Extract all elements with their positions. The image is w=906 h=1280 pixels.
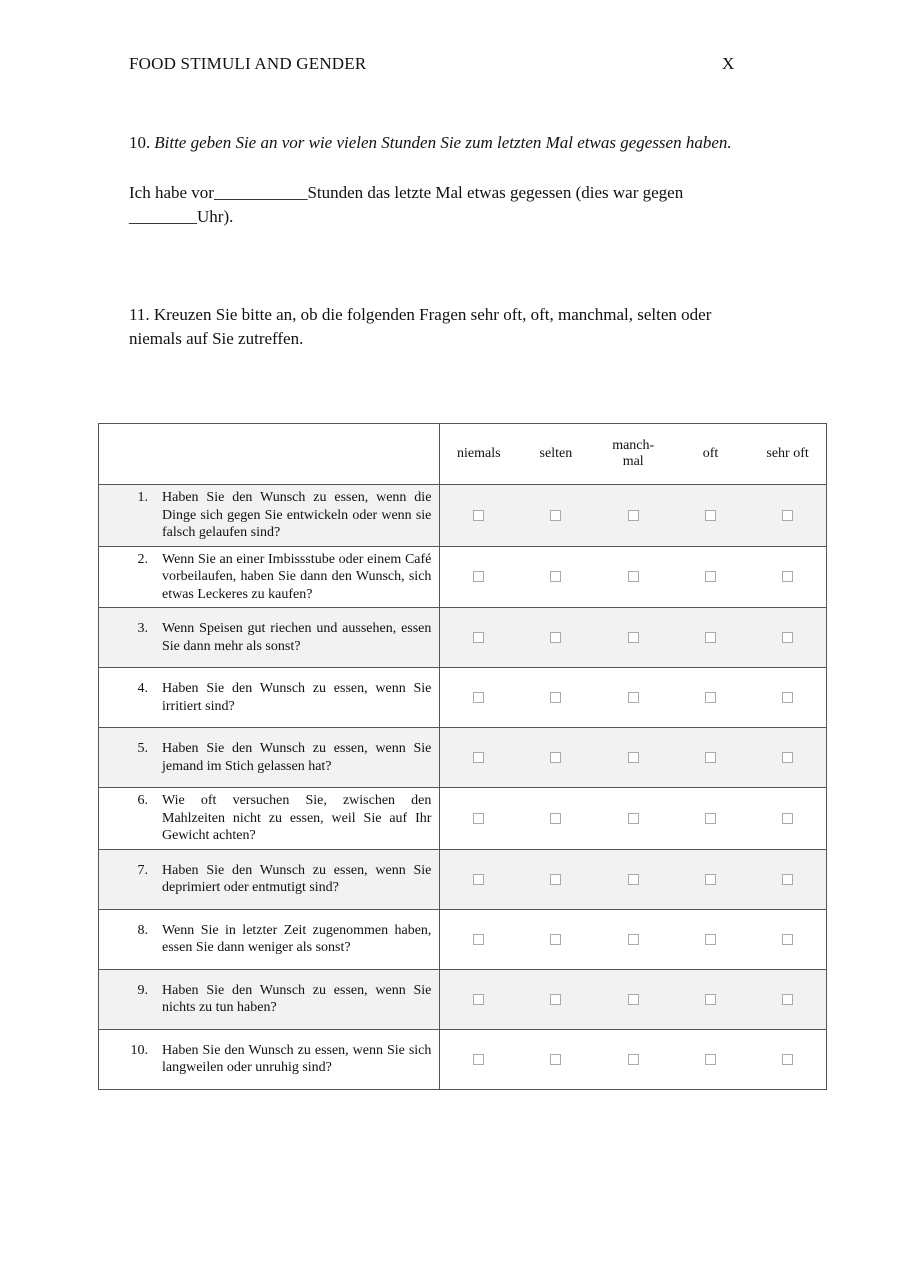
option-cell-oft [672,788,749,850]
item-number: 7. [137,862,148,878]
item-number: 10. [130,1042,148,1058]
option-cell-niemals [440,788,517,850]
checkbox-niemals[interactable] [473,934,484,945]
checkbox-niemals[interactable] [473,994,484,1005]
checkbox-selten[interactable] [550,1054,561,1065]
option-cell-sehr-oft [749,849,826,909]
checkbox-manchmal[interactable] [628,874,639,885]
option-cell-selten [517,788,594,850]
checkbox-oft[interactable] [705,934,716,945]
header-option-manchmal-line-1: manch- [612,438,655,453]
header-option-niemals: niemals [440,424,517,485]
header-option-sehr-oft: sehr oft [749,424,826,485]
table-row [99,849,827,909]
item-question-cell [99,788,440,850]
option-cell-oft [672,969,749,1029]
option-cell-selten [517,608,594,668]
option-cell-manchmal [595,485,672,547]
item-question [99,736,439,779]
item-question-cell [99,485,440,547]
item-number: 2. [137,551,148,567]
header-option-selten: selten [517,424,594,485]
checkbox-selten[interactable] [550,874,561,885]
item-question-cell [99,546,440,608]
checkbox-niemals[interactable] [473,813,484,824]
item-number: 1. [137,490,148,505]
item-text: Haben Sie den Wunsch zu essen, wenn Sie jemand im Stich gelassen hat? [162,741,432,774]
checkbox-manchmal[interactable] [628,813,639,824]
checkbox-selten[interactable] [550,752,561,763]
question-11-line-1: 11. Kreuzen Sie bitte an, ob die folgenden Fragen sehr oft, oft, manchmal, selten oder [129,305,712,324]
option-cell-niemals [440,546,517,608]
option-cell-sehr-oft [749,485,826,547]
item-question-cell [99,728,440,788]
checkbox-oft[interactable] [705,994,716,1005]
item-question [99,788,439,849]
option-cell-niemals [440,1029,517,1089]
checkbox-niemals[interactable] [473,752,484,763]
option-cell-niemals [440,485,517,547]
checkbox-oft[interactable] [705,1054,716,1065]
checkbox-sehr-oft[interactable] [782,692,793,703]
table-row [99,485,827,547]
item-question [99,918,439,961]
item-question-cell [99,849,440,909]
table-row [99,909,827,969]
checkbox-sehr-oft[interactable] [782,1054,793,1065]
question-11 [129,303,789,351]
option-cell-selten [517,969,594,1029]
option-cell-selten [517,546,594,608]
checkbox-niemals[interactable] [473,874,484,885]
option-cell-sehr-oft [749,728,826,788]
checkbox-sehr-oft[interactable] [782,510,793,521]
checkbox-sehr-oft[interactable] [782,874,793,885]
checkbox-manchmal[interactable] [628,994,639,1005]
option-cell-manchmal [595,546,672,608]
item-number: 5. [137,741,148,756]
checkbox-oft[interactable] [705,510,716,521]
item-text: Haben Sie den Wunsch zu essen, wenn Sie sich langweilen oder unruhig sind? [162,1042,432,1075]
checkbox-manchmal[interactable] [628,510,639,521]
question-10-text: Bitte geben Sie an vor wie vielen Stunden Sie zum letzten Mal etwas gegessen haben. [154,133,732,152]
header-option-manchmal [595,424,672,485]
table-row [99,1029,827,1089]
option-cell-manchmal [595,668,672,728]
item-question [99,858,439,901]
option-cell-oft [672,1029,749,1089]
item-number: 4. [137,681,148,696]
option-cell-manchmal [595,969,672,1029]
checkbox-oft[interactable] [705,874,716,885]
question-11-line-2: niemals auf Sie zutreffen. [129,329,304,348]
checkbox-selten[interactable] [550,934,561,945]
option-cell-oft [672,728,749,788]
item-text: Wenn Sie an einer Imbissstube oder einem Café vorbeilaufen, haben Sie dann den Wunsch, sich etwas Leckeres zu kaufen? [162,551,432,602]
item-number: 3. [137,621,148,636]
option-cell-oft [672,485,749,547]
checkbox-sehr-oft[interactable] [782,632,793,643]
option-cell-selten [517,909,594,969]
checkbox-sehr-oft[interactable] [782,994,793,1005]
item-text: Haben Sie den Wunsch zu essen, wenn Sie deprimiert oder entmutigt sind? [162,862,432,895]
question-10-number: 10. [129,133,151,152]
item-text: Haben Sie den Wunsch zu essen, wenn Sie nichts zu tun haben? [162,982,432,1015]
option-cell-manchmal [595,849,672,909]
option-cell-manchmal [595,909,672,969]
checkbox-oft[interactable] [705,571,716,582]
checkbox-selten[interactable] [550,632,561,643]
question-10 [129,133,809,153]
option-cell-manchmal [595,1029,672,1089]
option-cell-selten [517,728,594,788]
checkbox-oft[interactable] [705,692,716,703]
header-option-oft: oft [672,424,749,485]
option-cell-sehr-oft [749,546,826,608]
item-question [99,676,439,719]
option-cell-manchmal [595,608,672,668]
item-question-cell [99,608,440,668]
item-question [99,485,439,546]
item-text: Wenn Sie in letzter Zeit zugenommen haben, essen Sie dann weniger als sonst? [162,922,432,955]
option-cell-sehr-oft [749,788,826,850]
option-cell-niemals [440,728,517,788]
checkbox-manchmal[interactable] [628,692,639,703]
item-text: Wie oft versuchen Sie, zwischen den Mahlzeiten nicht zu essen, weil Sie auf Ihr Gewicht achten? [162,793,432,843]
checkbox-niemals[interactable] [473,632,484,643]
item-question-cell [99,969,440,1029]
item-question [99,1038,439,1081]
rating-scale-table [98,423,827,1090]
option-cell-oft [672,849,749,909]
item-question-cell [99,668,440,728]
option-cell-oft [672,608,749,668]
option-cell-manchmal [595,728,672,788]
checkbox-niemals[interactable] [473,571,484,582]
option-cell-selten [517,849,594,909]
scale-header-row [99,424,827,485]
checkbox-oft[interactable] [705,752,716,763]
option-cell-oft [672,668,749,728]
option-cell-manchmal [595,788,672,850]
checkbox-selten[interactable] [550,994,561,1005]
table-row [99,728,827,788]
checkbox-niemals[interactable] [473,510,484,521]
option-cell-sehr-oft [749,608,826,668]
item-question-cell [99,1029,440,1089]
item-number: 6. [137,793,148,808]
question-10-answer [129,181,769,229]
item-text: Wenn Speisen gut riechen und aussehen, essen Sie dann mehr als sonst? [162,621,432,654]
checkbox-selten[interactable] [550,813,561,824]
option-cell-sehr-oft [749,969,826,1029]
item-text: Haben Sie den Wunsch zu essen, wenn die Dinge sich gegen Sie entwickeln oder wenn sie falsch gelaufen sind? [162,490,432,540]
checkbox-manchmal[interactable] [628,632,639,643]
option-cell-selten [517,668,594,728]
header-empty-cell [99,424,440,485]
option-cell-niemals [440,849,517,909]
option-cell-oft [672,546,749,608]
option-cell-niemals [440,909,517,969]
item-question-cell [99,909,440,969]
running-header: FOOD STIMULI AND GENDER [129,54,367,73]
checkbox-oft[interactable] [705,632,716,643]
header-option-manchmal-line-2: mal [622,454,644,469]
checkbox-sehr-oft[interactable] [782,752,793,763]
option-cell-oft [672,909,749,969]
option-cell-niemals [440,969,517,1029]
option-cell-niemals [440,608,517,668]
table-row [99,969,827,1029]
table-row [99,608,827,668]
checkbox-manchmal[interactable] [628,752,639,763]
option-cell-sehr-oft [749,668,826,728]
item-text: Haben Sie den Wunsch zu essen, wenn Sie irritiert sind? [162,681,432,714]
page-marker: X [722,54,735,73]
checkbox-manchmal[interactable] [628,934,639,945]
option-cell-sehr-oft [749,909,826,969]
checkbox-selten[interactable] [550,571,561,582]
option-cell-selten [517,485,594,547]
item-question [99,616,439,659]
checkbox-selten[interactable] [550,692,561,703]
item-number: 8. [137,922,148,938]
item-question [99,547,439,608]
table-row [99,668,827,728]
answer-line-1: Ich habe vor___________Stunden das letzte Mal etwas gegessen (dies war gegen [129,183,684,202]
checkbox-manchmal[interactable] [628,571,639,582]
item-number: 9. [137,982,148,998]
table-row [99,788,827,850]
checkbox-manchmal[interactable] [628,1054,639,1065]
checkbox-selten[interactable] [550,510,561,521]
answer-line-2: ________Uhr). [129,207,234,226]
checkbox-sehr-oft[interactable] [782,813,793,824]
checkbox-sehr-oft[interactable] [782,571,793,582]
table-row [99,546,827,608]
checkbox-niemals[interactable] [473,1054,484,1065]
checkbox-oft[interactable] [705,813,716,824]
option-cell-sehr-oft [749,1029,826,1089]
option-cell-selten [517,1029,594,1089]
item-question [99,978,439,1021]
checkbox-niemals[interactable] [473,692,484,703]
checkbox-sehr-oft[interactable] [782,934,793,945]
option-cell-niemals [440,668,517,728]
